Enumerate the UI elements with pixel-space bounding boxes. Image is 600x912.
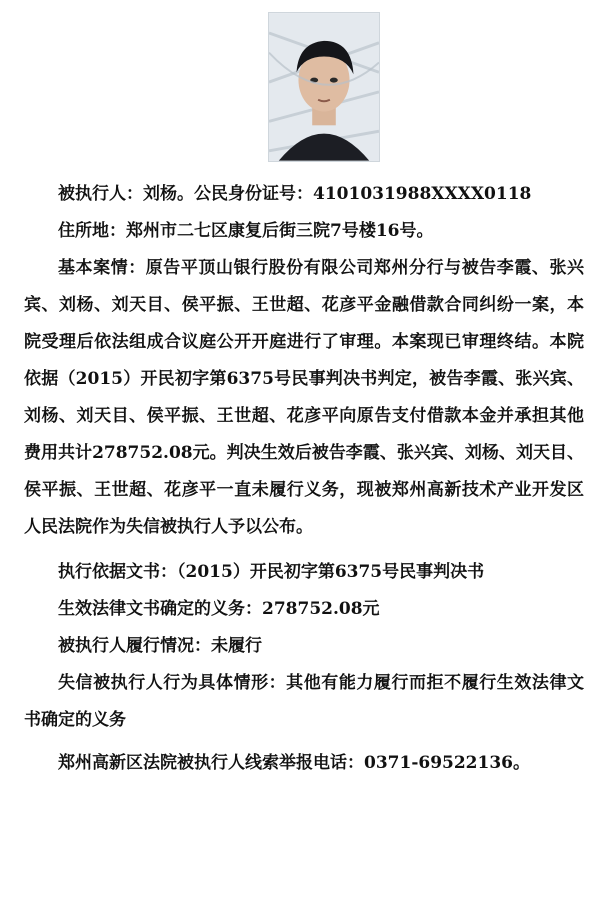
performance-status-line: 被执行人履行情况：未履行	[58, 636, 262, 656]
default-behavior-paragraph: 失信被执行人行为具体情形：其他有能力履行而拒不履行生效法律文书确定的义务	[24, 673, 584, 730]
case-paragraph: 基本案情：原告平顶山银行股份有限公司郑州分行与被告李霞、张兴宾、刘杨、刘天目、侯平振、王世超、花彦平金融借款合同纠纷一案，本院受理后依法组成合议庭公开开庭进行了审理。本案现已审理终结。本院依据（2015）开民初字第6375号民事判决书判定，被告李霞、张兴宾、刘杨、刘天目、侯平振、王世超、花彦平向原告支付借款本金并承担其他费用共计278752.08元。判决生效后被告李霞、张兴宾、刘杨、刘天目、侯平振、王世超、花彦平一直未履行义务，现被郑州高新技术产业开发区人民法院作为失信被执行人予以公布。	[24, 258, 584, 537]
address-line: 住所地：郑州市二七区康复后街三院7号楼16号。	[58, 221, 434, 241]
person-photo	[268, 12, 380, 162]
report-hotline-line: 郑州高新区法院被执行人线索举报电话：0371-69522136。	[58, 753, 530, 773]
person-identity-line: 被执行人：刘杨。公民身份证号：4101031988XXXX0118	[58, 184, 532, 204]
obligation-line: 生效法律文书确定的义务：278752.08元	[58, 599, 380, 619]
portrait-image	[269, 13, 379, 161]
notice-body	[24, 176, 584, 782]
execution-basis-line: 执行依据文书：（2015）开民初字第6375号民事判决书	[58, 562, 485, 582]
